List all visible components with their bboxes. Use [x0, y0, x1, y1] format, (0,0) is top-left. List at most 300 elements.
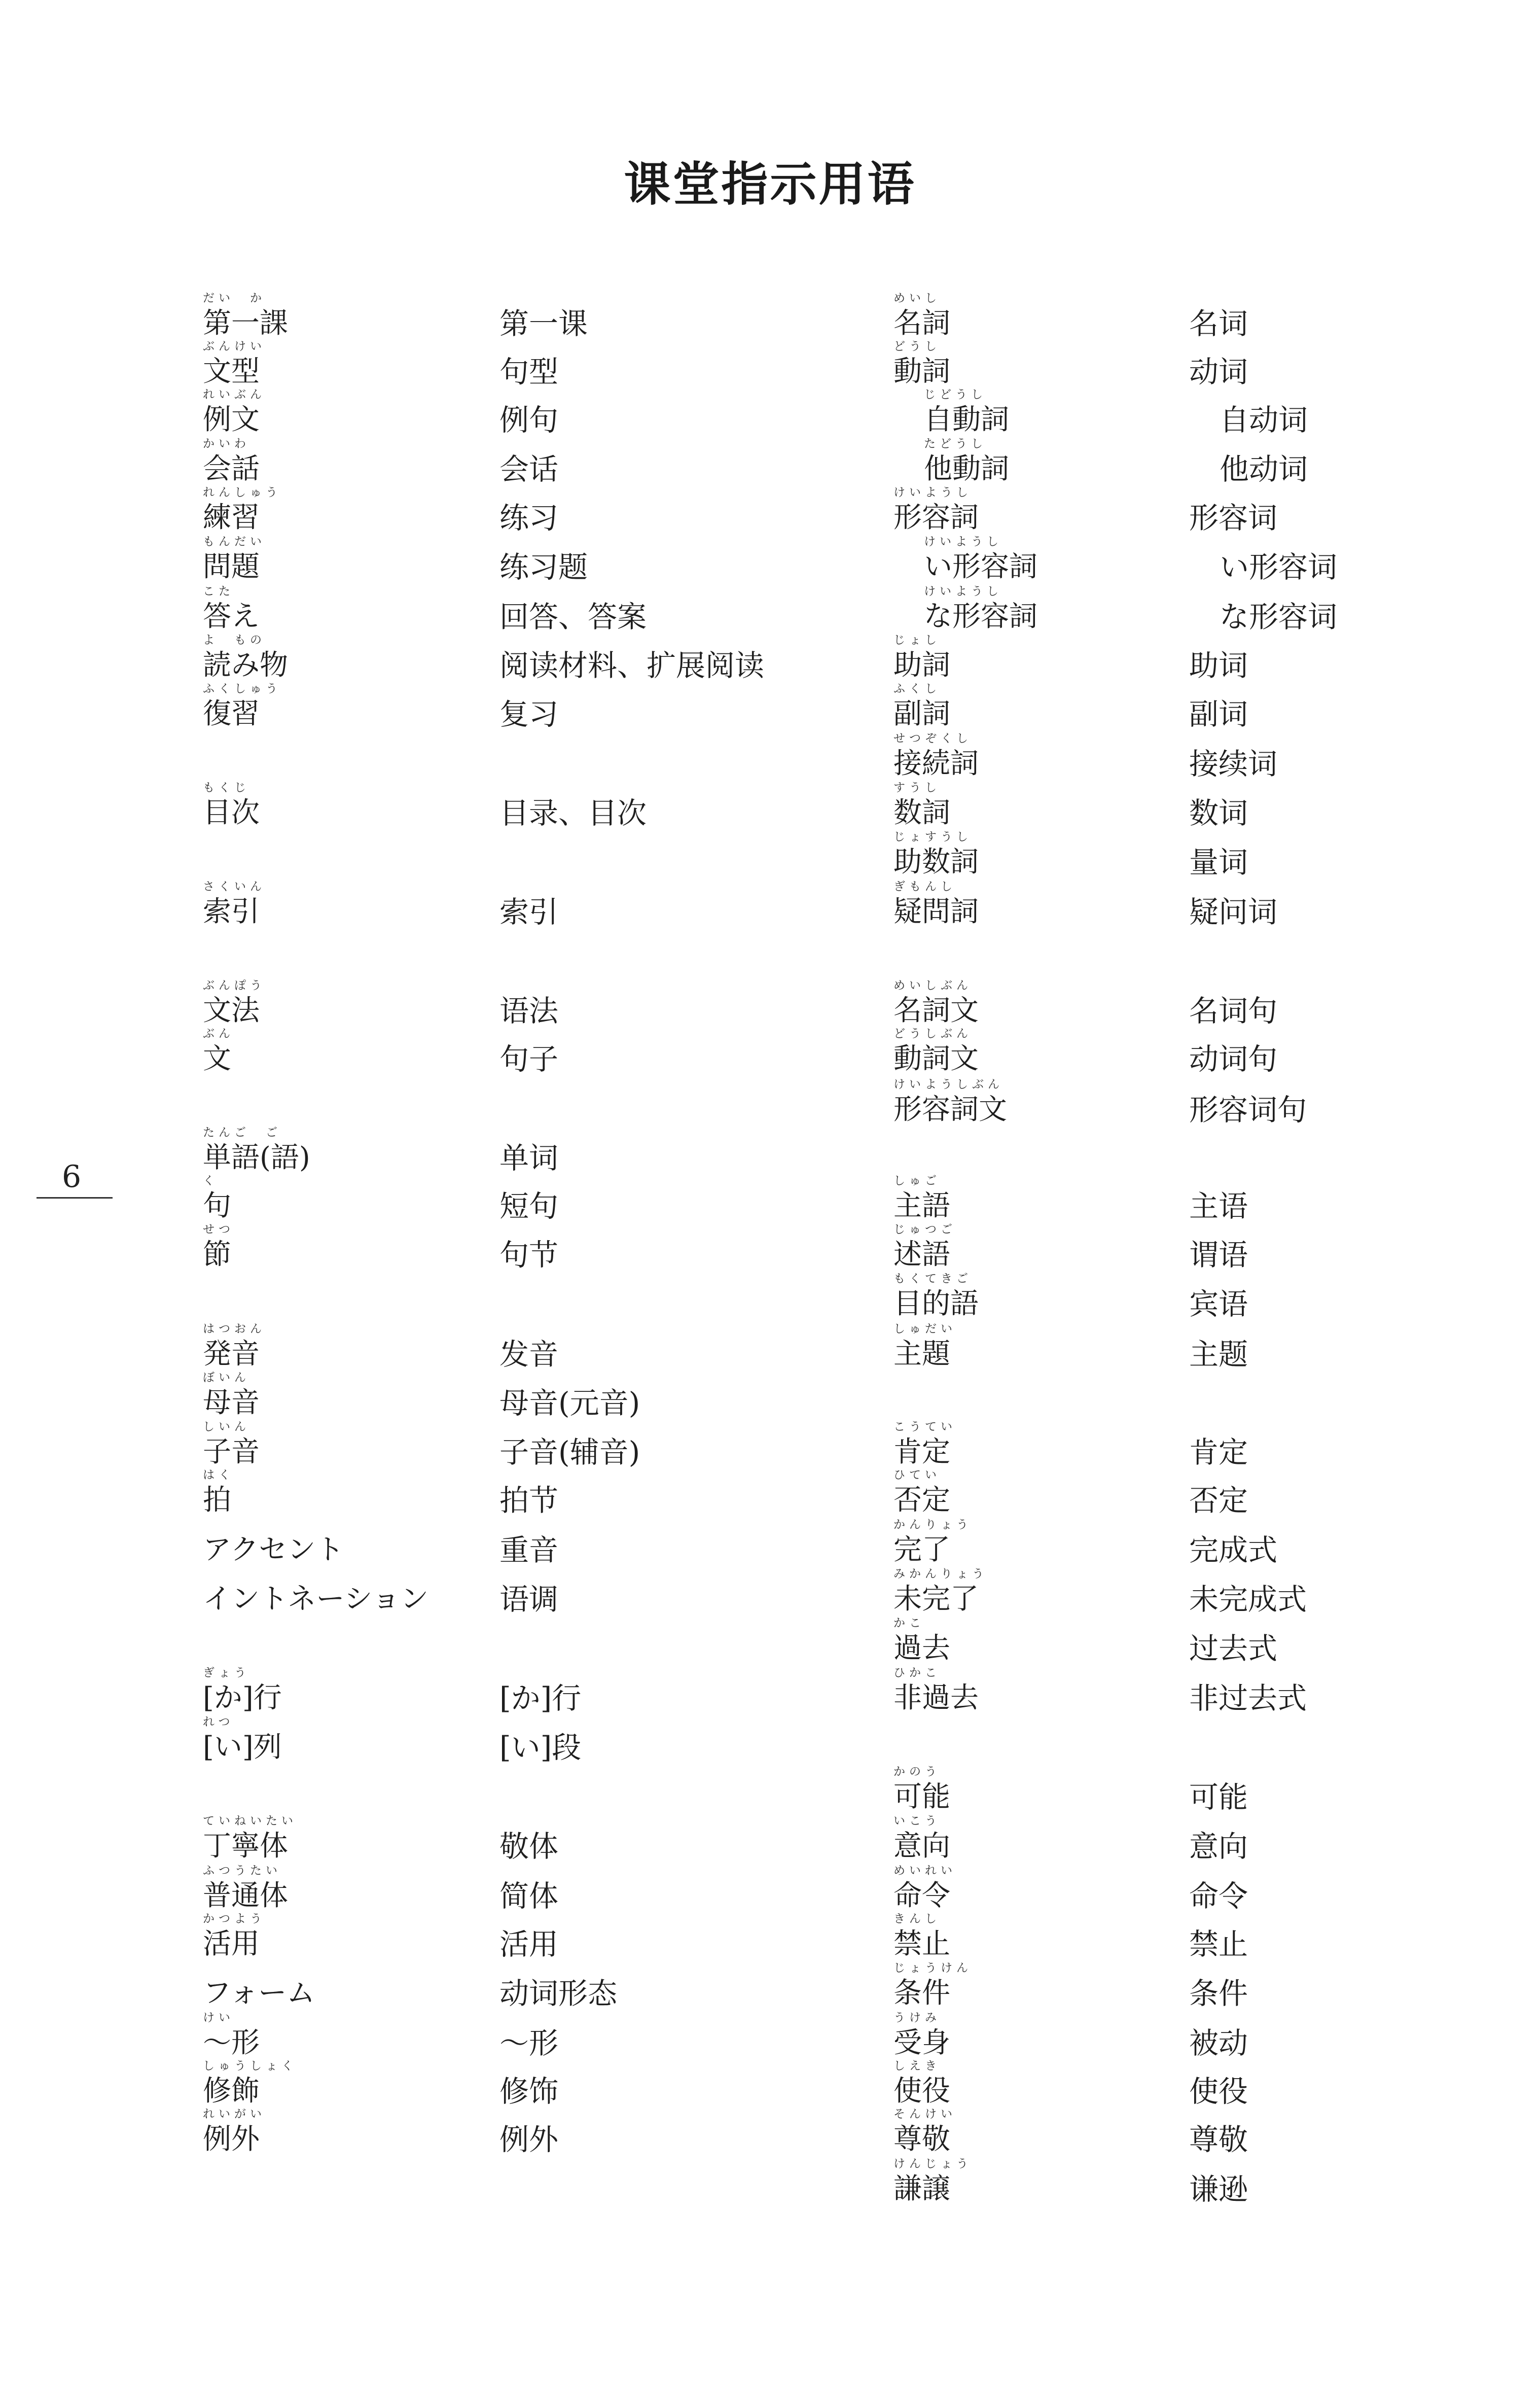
right-translation-entry [1189, 895, 1278, 929]
right-translation-entry [1189, 697, 1248, 731]
chinese-translation: 语调 [499, 1582, 559, 1617]
furigana: めいれい [893, 1864, 956, 1877]
furigana: ふつうたい [203, 1864, 281, 1877]
furigana: ぎもんし [893, 880, 956, 893]
japanese-term: 拍 [203, 1484, 231, 1517]
left-term-entry [203, 1962, 315, 2008]
right-translation-entry [1189, 1927, 1248, 1961]
furigana: こうてい [893, 1420, 956, 1433]
right-term-entry [893, 1962, 972, 2008]
chinese-translation: 复习 [499, 697, 559, 731]
right-translation-entry [1189, 1780, 1248, 1814]
right-term-entry [893, 1079, 1007, 1124]
right-translation-entry [1189, 1337, 1248, 1372]
right-translation-entry [1189, 1582, 1307, 1617]
right-term-entry [893, 1273, 979, 1318]
left-translation-entry [499, 1879, 559, 1913]
chinese-translation: 未完成式 [1189, 1582, 1307, 1617]
furigana: かんりょう [893, 1518, 972, 1531]
right-term-entry [893, 1913, 950, 1958]
furigana: けいようしぶん [893, 1078, 1004, 1091]
left-term-entry [203, 1519, 344, 1564]
right-translation-entry [1189, 2172, 1248, 2206]
right-translation-entry [1189, 1829, 1248, 1864]
right-translation-entry [1189, 1435, 1248, 1469]
right-translation-entry [1189, 1042, 1278, 1076]
japanese-term: 文型 [203, 355, 260, 388]
left-translation-entry [499, 1829, 559, 1864]
chinese-translation: 母音(元音) [499, 1386, 640, 1420]
japanese-term: 可能 [893, 1780, 950, 1813]
chinese-translation: 主语 [1189, 1189, 1248, 1223]
furigana: ぎょう [203, 1666, 250, 1679]
japanese-term: 第一課 [203, 307, 288, 340]
left-translation-entry [499, 697, 559, 731]
chinese-translation: 修饰 [499, 2074, 559, 2109]
right-term-entry [893, 1028, 979, 1073]
japanese-term: 名詞文 [893, 994, 979, 1027]
left-term-entry [203, 2012, 260, 2057]
furigana: ふくし [893, 682, 941, 695]
japanese-term: 助数詞 [893, 846, 979, 879]
japanese-term: 完了 [893, 1533, 950, 1566]
left-term-entry [203, 1175, 231, 1220]
japanese-term: [か]行 [203, 1681, 282, 1714]
japanese-term: 発音 [203, 1338, 260, 1371]
right-term-entry [893, 2158, 972, 2203]
japanese-term: 述語 [893, 1238, 950, 1271]
furigana: たどうし [924, 437, 987, 450]
left-translation-entry [499, 2074, 559, 2109]
page-number-rule [37, 1197, 113, 1199]
left-term-entry [203, 1568, 428, 1614]
chinese-translation: 使役 [1189, 2074, 1248, 2109]
japanese-term: 練習 [203, 501, 260, 534]
japanese-term: 助詞 [893, 649, 950, 682]
chinese-translation: 句子 [499, 1042, 559, 1076]
right-translation-entry [1189, 1681, 1307, 1715]
furigana [203, 1962, 315, 1974]
chinese-translation: 活用 [499, 1927, 559, 1961]
left-translation-entry [499, 1533, 559, 1567]
chinese-translation: 拍节 [499, 1483, 559, 1518]
chinese-translation: 名词 [1189, 306, 1248, 341]
japanese-term: 疑問詞 [893, 895, 979, 928]
right-translation-entry [1189, 1483, 1248, 1518]
japanese-term: 活用 [203, 1927, 260, 1960]
japanese-term: 主語 [893, 1189, 950, 1222]
right-translation-entry [1189, 796, 1248, 830]
left-term-entry [203, 980, 266, 1025]
furigana: いこう [893, 1814, 941, 1828]
left-term-entry [203, 782, 260, 827]
chinese-translation: 肯定 [1189, 1435, 1248, 1469]
right-term-entry [893, 1224, 956, 1269]
chinese-translation: 阅读材料、扩展阅读 [499, 648, 765, 683]
left-translation-entry [499, 1386, 640, 1420]
furigana: けい [203, 2011, 234, 2024]
japanese-term: い形容詞 [924, 550, 1037, 583]
chinese-translation: 疑问词 [1189, 895, 1278, 929]
left-translation-entry [499, 1189, 559, 1223]
furigana: もくじ [203, 781, 250, 794]
chinese-translation: 命令 [1189, 1879, 1248, 1913]
japanese-term: 名詞 [893, 307, 950, 340]
right-translation-entry [1189, 994, 1278, 1028]
left-translation-entry [499, 1976, 618, 2011]
furigana: ぶんぽう [203, 979, 266, 992]
left-translation-entry [499, 403, 559, 437]
right-translation-entry [1220, 452, 1308, 486]
right-translation-entry [1189, 2026, 1248, 2060]
left-term-entry [203, 341, 266, 386]
right-term-entry [893, 1519, 972, 1564]
left-term-entry [203, 536, 266, 581]
left-translation-entry [499, 1141, 559, 1175]
japanese-term: 条件 [893, 1977, 950, 2010]
chinese-translation: 条件 [1189, 1976, 1248, 2011]
chinese-translation: 尊敬 [1189, 2122, 1248, 2157]
furigana: たんご ご [203, 1126, 281, 1139]
furigana: うけみ [893, 2011, 941, 2024]
chinese-translation: 助词 [1189, 648, 1248, 683]
left-term-entry [203, 389, 266, 434]
right-translation-entry [1189, 2074, 1248, 2109]
chinese-translation: 动词句 [1189, 1042, 1278, 1076]
right-translation-entry [1189, 355, 1248, 389]
chinese-translation: 重音 [499, 1533, 559, 1567]
japanese-term: 子音 [203, 1435, 260, 1468]
japanese-term: 動詞 [893, 355, 950, 388]
japanese-term: [い]列 [203, 1731, 282, 1764]
right-translation-entry [1189, 845, 1248, 880]
chinese-translation: 被动 [1189, 2026, 1248, 2060]
japanese-term: 文法 [203, 994, 260, 1027]
japanese-term: 普通体 [203, 1879, 288, 1912]
japanese-term: 意向 [893, 1830, 950, 1863]
right-translation-entry [1189, 306, 1248, 341]
japanese-term: 句 [203, 1189, 231, 1222]
furigana: じゅつご [893, 1223, 956, 1236]
right-term-entry [893, 1421, 956, 1466]
chinese-translation: 完成式 [1189, 1533, 1278, 1567]
japanese-term: 他動詞 [924, 452, 1009, 485]
furigana: すうし [893, 781, 941, 794]
right-translation-entry [1189, 648, 1248, 683]
japanese-term: 非過去 [893, 1681, 979, 1714]
japanese-term: 命令 [893, 1879, 950, 1912]
right-translation-entry [1189, 1631, 1278, 1666]
japanese-term: 節 [203, 1238, 231, 1271]
right-translation-entry [1189, 1093, 1307, 1127]
japanese-term: 使役 [893, 2075, 950, 2108]
chinese-translation: 主题 [1189, 1337, 1248, 1372]
japanese-term: 問題 [203, 550, 260, 583]
chinese-translation: 他动词 [1220, 452, 1308, 486]
chinese-translation: 否定 [1189, 1483, 1248, 1518]
japanese-term: 目次 [203, 796, 260, 829]
left-translation-entry [499, 1483, 559, 1518]
chinese-translation: 名词句 [1189, 994, 1278, 1028]
japanese-term: 動詞文 [893, 1042, 979, 1075]
japanese-term: 会話 [203, 452, 260, 485]
right-term-entry [893, 341, 950, 386]
left-term-entry [203, 1865, 288, 1910]
right-term-entry [924, 536, 1037, 581]
left-term-entry [203, 1421, 260, 1466]
chinese-translation: 例句 [499, 403, 559, 437]
furigana: れんしゅう [203, 486, 281, 499]
furigana: けいようし [893, 486, 972, 499]
chinese-translation: い形容词 [1220, 550, 1338, 584]
furigana: けんじょう [893, 2157, 972, 2170]
left-term-entry [203, 2109, 266, 2154]
chinese-translation: 短句 [499, 1189, 559, 1223]
furigana: ひてい [893, 1468, 941, 1482]
left-translation-entry [499, 501, 559, 535]
left-translation-entry [499, 1337, 559, 1372]
right-term-entry [924, 586, 1037, 631]
japanese-term: な形容詞 [924, 600, 1037, 633]
japanese-term: 復習 [203, 697, 260, 730]
left-term-entry [203, 635, 288, 680]
right-term-entry [893, 635, 950, 680]
left-term-entry [203, 1716, 282, 1762]
left-term-entry [203, 1323, 266, 1369]
japanese-term: 尊敬 [893, 2123, 950, 2156]
left-term-entry [203, 881, 266, 926]
japanese-term: 索引 [203, 895, 260, 928]
right-term-entry [893, 1667, 979, 1712]
furigana: せつ [203, 1223, 234, 1236]
right-term-entry [893, 1815, 950, 1861]
furigana: もんだい [203, 535, 266, 548]
right-translation-entry [1220, 550, 1338, 584]
right-translation-entry [1189, 1533, 1278, 1567]
chinese-translation: 例外 [499, 2122, 559, 2157]
japanese-term: アクセント [203, 1533, 344, 1566]
furigana: しゅうしょく [203, 2059, 297, 2073]
japanese-term: 〜形 [203, 2026, 260, 2059]
right-term-entry [893, 980, 979, 1025]
chinese-translation: 〜形 [499, 2026, 559, 2060]
right-term-entry [893, 683, 950, 728]
chinese-translation: 目录、目次 [499, 796, 647, 830]
left-translation-entry [499, 1730, 582, 1765]
chinese-translation: 谦逊 [1189, 2172, 1248, 2206]
furigana: く [203, 1174, 219, 1187]
japanese-term: 例外 [203, 2123, 260, 2156]
right-term-entry [893, 293, 950, 338]
furigana: じょうけん [893, 1961, 972, 1975]
furigana: ふくしゅう [203, 682, 281, 695]
right-translation-entry [1189, 747, 1278, 781]
right-translation-entry [1189, 1238, 1248, 1272]
chinese-translation: 形容词句 [1189, 1093, 1307, 1127]
right-term-entry [924, 438, 1009, 483]
chinese-translation: 简体 [499, 1879, 559, 1913]
left-term-entry [203, 1667, 282, 1712]
furigana: けいようし [924, 585, 1002, 598]
japanese-term: 母音 [203, 1386, 260, 1419]
left-translation-entry [499, 1238, 559, 1272]
japanese-term: 肯定 [893, 1435, 950, 1468]
left-translation-entry [499, 895, 559, 929]
furigana: れつ [203, 1715, 234, 1729]
right-translation-entry [1220, 403, 1308, 437]
left-term-entry [203, 1127, 310, 1172]
left-translation-entry [499, 2026, 559, 2060]
japanese-term: 自動詞 [924, 403, 1009, 436]
furigana: かこ [893, 1617, 925, 1630]
japanese-term: 未完了 [893, 1583, 979, 1616]
chinese-translation: 单词 [499, 1141, 559, 1175]
furigana: どうしぶん [893, 1027, 972, 1040]
furigana: けいようし [924, 535, 1002, 548]
japanese-term: 答え [203, 600, 260, 633]
left-translation-entry [499, 306, 588, 341]
japanese-term: 副詞 [893, 697, 950, 730]
left-translation-entry [499, 796, 647, 830]
furigana: かいわ [203, 437, 250, 450]
chinese-translation: 动词形态 [499, 1976, 618, 2011]
right-term-entry [893, 1175, 950, 1220]
japanese-term: 謙譲 [893, 2172, 950, 2205]
chinese-translation: 谓语 [1189, 1238, 1248, 1272]
chinese-translation: 可能 [1189, 1780, 1248, 1814]
chinese-translation: 敬体 [499, 1829, 559, 1864]
japanese-term: 読み物 [203, 649, 288, 682]
furigana: みかんりょう [893, 1567, 988, 1581]
chinese-translation: 副词 [1189, 697, 1248, 731]
chinese-translation: [い]段 [499, 1730, 582, 1765]
furigana: ぼいん [203, 1371, 250, 1384]
japanese-term: 形容詞 [893, 501, 979, 534]
japanese-term: 文 [203, 1042, 231, 1075]
chinese-translation: 句节 [499, 1238, 559, 1272]
furigana: かつよう [203, 1912, 266, 1925]
japanese-term: フォーム [203, 1977, 315, 2010]
left-term-entry [203, 586, 260, 631]
furigana: きんし [893, 1912, 941, 1925]
furigana: しいん [203, 1420, 250, 1433]
left-translation-entry [499, 550, 588, 584]
right-translation-entry [1189, 1976, 1248, 2011]
left-term-entry [203, 1224, 234, 1269]
chinese-translation: 索引 [499, 895, 559, 929]
chinese-translation: 第一课 [499, 306, 588, 341]
right-translation-entry [1189, 1879, 1248, 1913]
furigana: ていねいたい [203, 1814, 297, 1828]
chinese-translation: 非过去式 [1189, 1681, 1307, 1715]
japanese-term: 数詞 [893, 796, 950, 829]
left-translation-entry [499, 600, 647, 634]
right-term-entry [924, 389, 1009, 434]
furigana: はく [203, 1468, 234, 1482]
right-term-entry [893, 831, 979, 877]
chinese-translation: 过去式 [1189, 1631, 1278, 1666]
right-translation-entry [1189, 1287, 1248, 1321]
right-translation-entry [1189, 2122, 1248, 2157]
left-translation-entry [499, 1435, 640, 1469]
left-translation-entry [499, 452, 559, 486]
left-translation-entry [499, 355, 559, 389]
japanese-term: 禁止 [893, 1927, 950, 1960]
right-term-entry [893, 2060, 950, 2106]
furigana: しゅご [893, 1174, 941, 1187]
japanese-term: 例文 [203, 403, 260, 436]
right-term-entry [893, 1469, 950, 1515]
furigana: ぶん [203, 1027, 234, 1040]
chinese-translation: 接续词 [1189, 747, 1278, 781]
right-term-entry [893, 2012, 950, 2057]
left-translation-entry [499, 1927, 559, 1961]
japanese-term: 形容詞文 [893, 1093, 1007, 1126]
chinese-translation: 数词 [1189, 796, 1248, 830]
furigana: かのう [893, 1765, 941, 1778]
left-term-entry [203, 1028, 234, 1073]
furigana: はつおん [203, 1322, 266, 1336]
right-term-entry [893, 2109, 956, 2154]
furigana: じょすうし [893, 830, 972, 844]
page-title: 课堂指示用语 [624, 157, 916, 212]
chinese-translation: 动词 [1189, 355, 1248, 389]
right-term-entry [893, 733, 979, 778]
chinese-translation: 量词 [1189, 845, 1248, 880]
japanese-term: 否定 [893, 1484, 950, 1517]
page-number: 6 [62, 1159, 82, 1195]
chinese-translation: 句型 [499, 355, 559, 389]
furigana: れいがい [203, 2108, 266, 2121]
furigana: しゅだい [893, 1322, 956, 1336]
furigana: よ もの [203, 634, 266, 647]
furigana: めいし [893, 292, 941, 305]
left-term-entry [203, 438, 260, 483]
japanese-term: 受身 [893, 2026, 950, 2059]
left-translation-entry [499, 994, 559, 1028]
furigana: こた [203, 585, 234, 598]
chinese-translation: 练习 [499, 501, 559, 535]
furigana: そんけい [893, 2108, 956, 2121]
left-term-entry [203, 2060, 297, 2106]
left-term-entry [203, 683, 281, 728]
furigana: めいしぶん [893, 979, 972, 992]
left-translation-entry [499, 1042, 559, 1076]
furigana: しえき [893, 2059, 941, 2073]
left-term-entry [203, 487, 281, 532]
furigana: ひかこ [893, 1666, 941, 1679]
left-term-entry [203, 1815, 297, 1861]
left-translation-entry [499, 1582, 559, 1617]
furigana: せつぞくし [893, 732, 972, 745]
furigana [203, 1568, 428, 1580]
chinese-translation: 会话 [499, 452, 559, 486]
japanese-term: 接続詞 [893, 747, 979, 780]
left-term-entry [203, 1913, 266, 1958]
left-term-entry [203, 293, 288, 338]
left-translation-entry [499, 648, 765, 683]
left-translation-entry [499, 1681, 582, 1715]
chinese-translation: 宾语 [1189, 1287, 1248, 1321]
chinese-translation: 自动词 [1220, 403, 1308, 437]
furigana: ぶんけい [203, 340, 266, 353]
chinese-translation: 练习题 [499, 550, 588, 584]
right-term-entry [893, 782, 950, 827]
right-translation-entry [1220, 600, 1338, 634]
japanese-term: 過去 [893, 1632, 950, 1665]
chinese-translation: な形容词 [1220, 600, 1338, 634]
japanese-term: 丁寧体 [203, 1830, 288, 1863]
